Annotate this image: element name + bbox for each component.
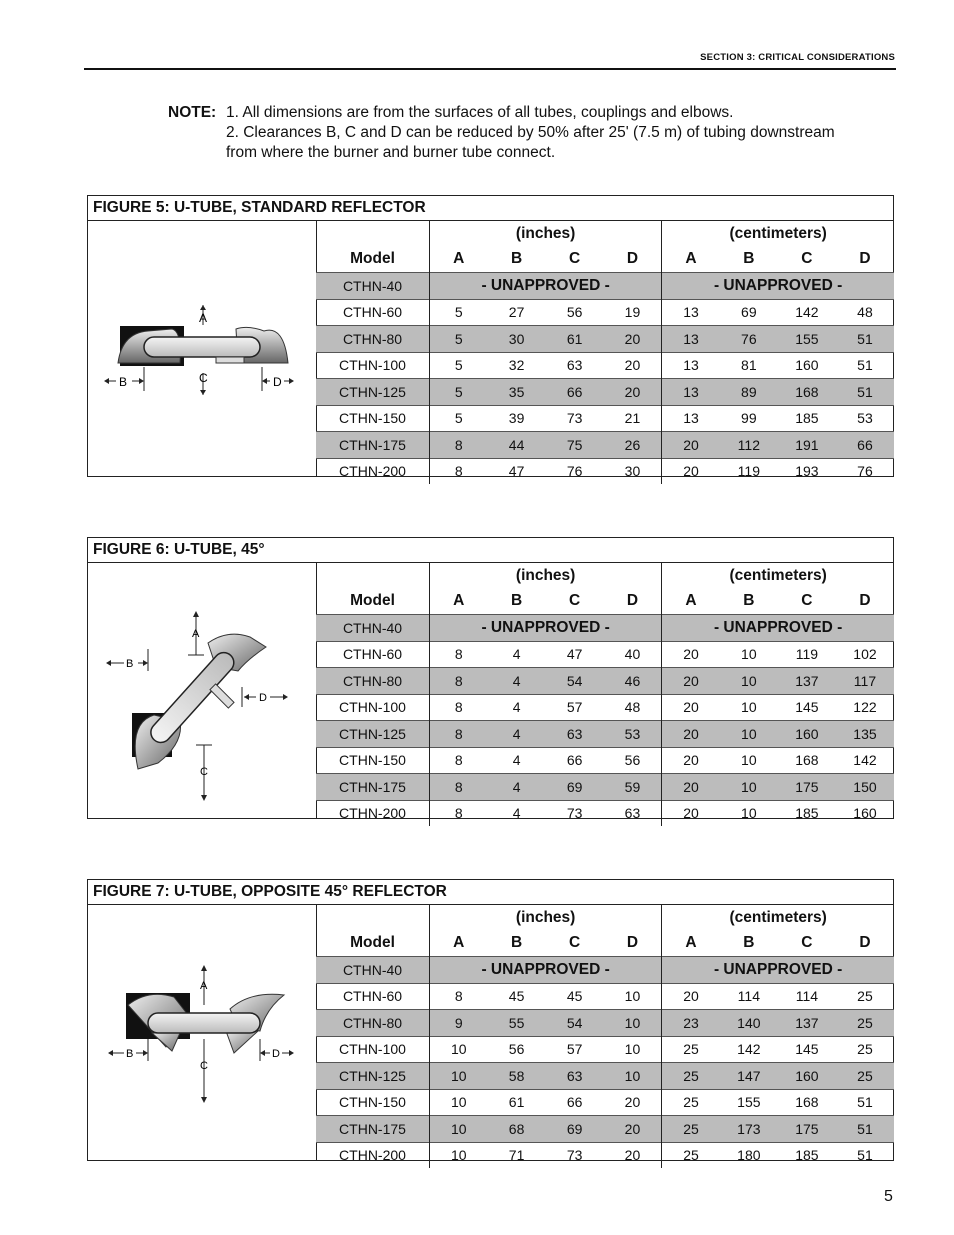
inches-value: 66 [546, 379, 604, 406]
centimeters-value: 142 [720, 1036, 778, 1063]
centimeters-value: 168 [778, 1089, 836, 1116]
note-label: NOTE: [168, 104, 217, 121]
table-row [316, 957, 894, 984]
figure-title: FIGURE 6: U-TUBE, 45° [88, 538, 893, 563]
inches-value: 19 [604, 299, 662, 326]
model-cell: CTHN-150 [316, 747, 430, 774]
centimeters-value: 122 [836, 694, 894, 721]
inches-value: 69 [546, 1116, 604, 1143]
model-cell: CTHN-60 [316, 299, 430, 326]
inches-value: 54 [546, 668, 604, 695]
centimeters-value: 13 [662, 326, 720, 353]
inches-value: 5 [430, 352, 488, 379]
inches-value: 44 [488, 432, 546, 459]
table-row [316, 747, 894, 774]
inches-value: 56 [546, 299, 604, 326]
figure-6 [87, 537, 894, 822]
centimeters-value: 51 [836, 352, 894, 379]
column-letter: B [743, 934, 755, 952]
centimeters-value: 145 [778, 1036, 836, 1063]
label-d: D [273, 375, 282, 389]
unapproved-label: - UNAPPROVED - [662, 957, 894, 984]
inches-value: 10 [604, 1010, 662, 1037]
table-row [316, 273, 894, 300]
centimeters-value: 20 [662, 721, 720, 748]
inches-value: 4 [488, 800, 546, 826]
inches-value: 8 [430, 668, 488, 695]
table-row [316, 615, 894, 642]
unit-group-row [316, 563, 894, 589]
model-header: Model [316, 247, 430, 273]
table-row [316, 1089, 894, 1116]
model-cell: CTHN-40 [316, 615, 430, 642]
column-letter: B [510, 934, 523, 952]
inches-value: 4 [488, 721, 546, 748]
column-letter: D [604, 247, 662, 273]
centimeters-value: 23 [662, 1010, 720, 1037]
inches-value: 57 [546, 694, 604, 721]
centimeters-value: 20 [662, 668, 720, 695]
centimeters-value: 51 [836, 379, 894, 406]
centimeters-value: 168 [778, 747, 836, 774]
column-letter: B [510, 592, 523, 610]
centimeters-value: 10 [720, 668, 778, 695]
inches-value: 69 [546, 774, 604, 801]
model-cell: CTHN-125 [316, 721, 430, 748]
centimeters-value: 25 [662, 1036, 720, 1063]
inches-value: 10 [604, 983, 662, 1010]
label-a: A [200, 980, 208, 992]
column-letter: D [859, 592, 871, 610]
inches-value: 66 [546, 1089, 604, 1116]
column-letter: C [801, 250, 813, 268]
column-letter: A [453, 934, 465, 952]
centimeters-value: 191 [778, 432, 836, 459]
inches-value: 71 [488, 1142, 546, 1168]
column-header-row [316, 589, 894, 615]
centimeters-value: 13 [662, 352, 720, 379]
table-row [316, 1036, 894, 1063]
inches-value: 20 [604, 352, 662, 379]
model-cell: CTHN-125 [316, 379, 430, 406]
label-b: B [119, 375, 128, 389]
column-letter: B [510, 250, 523, 268]
dimension-table [316, 221, 894, 484]
unapproved-label: - UNAPPROVED - [430, 273, 662, 300]
unapproved-label: - UNAPPROVED - [662, 615, 894, 642]
inches-value: 76 [546, 458, 604, 484]
centimeters-value: 13 [662, 405, 720, 432]
u-tube-opposite-45-diagram [88, 905, 317, 1160]
centimeters-value: 13 [662, 299, 720, 326]
model-cell: CTHN-125 [316, 1063, 430, 1090]
inches-header: (inches) [430, 563, 662, 589]
section-header: SECTION 3: CRITICAL CONSIDERATIONS [700, 52, 895, 63]
model-header: Model [316, 589, 430, 615]
inches-value: 10 [430, 1063, 488, 1090]
centimeters-value: 114 [778, 983, 836, 1010]
inches-value: 63 [546, 352, 604, 379]
centimeters-value: 10 [720, 774, 778, 801]
centimeters-value: 99 [720, 405, 778, 432]
label-b: B [126, 658, 134, 670]
unit-group-row [316, 905, 894, 931]
model-cell: CTHN-200 [316, 1142, 430, 1168]
column-letter: A [453, 592, 465, 610]
model-cell: CTHN-200 [316, 800, 430, 826]
centimeters-value: 160 [778, 721, 836, 748]
inches-value: 75 [546, 432, 604, 459]
column-letter: A [685, 250, 697, 268]
inches-value: 63 [546, 1063, 604, 1090]
inches-value: 8 [430, 641, 488, 668]
column-letter: C [801, 592, 813, 610]
centimeters-value: 117 [836, 668, 894, 695]
column-letter: C [569, 250, 581, 268]
inches-value: 5 [430, 405, 488, 432]
note-line-1: 1. All dimensions are from the surfaces of all tubes, couplings and elbows. [226, 104, 734, 121]
inches-value: 5 [430, 299, 488, 326]
figure-7 [87, 879, 894, 1164]
inches-value: 8 [430, 721, 488, 748]
inches-value: 10 [430, 1142, 488, 1168]
inches-value: 66 [546, 747, 604, 774]
model-cell: CTHN-175 [316, 432, 430, 459]
inches-value: 58 [488, 1063, 546, 1090]
inches-value: 73 [546, 800, 604, 826]
centimeters-value: 51 [836, 1116, 894, 1143]
centimeters-value: 13 [662, 379, 720, 406]
centimeters-value: 180 [720, 1142, 778, 1168]
inches-value: 20 [604, 379, 662, 406]
centimeters-value: 20 [662, 774, 720, 801]
table-row [316, 299, 894, 326]
column-letter: B [743, 250, 755, 268]
label-b: B [126, 1048, 134, 1060]
centimeters-header: (centimeters) [729, 908, 827, 926]
table-row [316, 405, 894, 432]
centimeters-value: 25 [836, 1010, 894, 1037]
centimeters-value: 119 [778, 641, 836, 668]
inches-value: 10 [604, 1036, 662, 1063]
model-cell: CTHN-80 [316, 668, 430, 695]
inches-value: 68 [488, 1116, 546, 1143]
centimeters-value: 142 [778, 299, 836, 326]
centimeters-value: 25 [836, 1036, 894, 1063]
model-header: Model [316, 931, 430, 957]
centimeters-value: 160 [778, 1063, 836, 1090]
centimeters-value: 25 [662, 1116, 720, 1143]
inches-value: 20 [604, 1116, 662, 1143]
centimeters-value: 173 [720, 1116, 778, 1143]
inches-value: 63 [546, 721, 604, 748]
dimension-table [316, 905, 894, 1168]
inches-value: 4 [488, 694, 546, 721]
inches-value: 45 [488, 983, 546, 1010]
centimeters-value: 25 [662, 1142, 720, 1168]
column-letter: A [453, 250, 465, 268]
centimeters-value: 185 [778, 1142, 836, 1168]
model-cell: CTHN-150 [316, 405, 430, 432]
centimeters-value: 25 [662, 1063, 720, 1090]
model-cell: CTHN-40 [316, 957, 430, 984]
model-cell: CTHN-175 [316, 774, 430, 801]
centimeters-value: 155 [720, 1089, 778, 1116]
centimeters-value: 25 [836, 983, 894, 1010]
figure-title: FIGURE 7: U-TUBE, OPPOSITE 45° REFLECTOR [88, 880, 893, 905]
centimeters-value: 51 [836, 1142, 894, 1168]
centimeters-value: 155 [778, 326, 836, 353]
inches-value: 4 [488, 641, 546, 668]
centimeters-value: 51 [836, 326, 894, 353]
inches-value: 48 [604, 694, 662, 721]
column-letter: D [604, 589, 662, 615]
unit-group-row [316, 221, 894, 247]
inches-value: 10 [430, 1036, 488, 1063]
model-cell: CTHN-100 [316, 1036, 430, 1063]
centimeters-value: 89 [720, 379, 778, 406]
inches-value: 10 [430, 1089, 488, 1116]
inches-value: 8 [430, 432, 488, 459]
model-cell: CTHN-60 [316, 983, 430, 1010]
inches-value: 40 [604, 641, 662, 668]
centimeters-value: 119 [720, 458, 778, 484]
inches-value: 4 [488, 774, 546, 801]
table-row [316, 432, 894, 459]
inches-value: 59 [604, 774, 662, 801]
header-rule [84, 68, 896, 70]
model-cell: CTHN-100 [316, 694, 430, 721]
centimeters-value: 137 [778, 1010, 836, 1037]
centimeters-value: 193 [778, 458, 836, 484]
column-letter: C [569, 592, 581, 610]
unapproved-label: - UNAPPROVED - [430, 957, 662, 984]
column-letter: D [604, 931, 662, 957]
centimeters-value: 10 [720, 747, 778, 774]
centimeters-value: 145 [778, 694, 836, 721]
table-row [316, 668, 894, 695]
column-letter: D [859, 250, 871, 268]
centimeters-value: 51 [836, 1089, 894, 1116]
column-header-row [316, 247, 894, 273]
table-row [316, 326, 894, 353]
centimeters-value: 10 [720, 800, 778, 826]
table-row [316, 641, 894, 668]
column-letter: A [685, 934, 697, 952]
centimeters-value: 20 [662, 694, 720, 721]
centimeters-value: 137 [778, 668, 836, 695]
centimeters-value: 20 [662, 432, 720, 459]
inches-value: 27 [488, 299, 546, 326]
centimeters-value: 69 [720, 299, 778, 326]
inches-value: 32 [488, 352, 546, 379]
blank-cell [316, 221, 430, 247]
column-letter: C [801, 934, 813, 952]
column-letter: D [859, 934, 871, 952]
inches-value: 30 [488, 326, 546, 353]
label-d: D [272, 1048, 280, 1060]
inches-value: 57 [546, 1036, 604, 1063]
inches-value: 56 [488, 1036, 546, 1063]
centimeters-value: 114 [720, 983, 778, 1010]
inches-value: 10 [604, 1063, 662, 1090]
centimeters-value: 175 [778, 774, 836, 801]
label-d: D [259, 692, 267, 704]
centimeters-header: (centimeters) [729, 566, 827, 584]
inches-value: 20 [604, 1142, 662, 1168]
inches-value: 35 [488, 379, 546, 406]
inches-value: 63 [604, 800, 662, 826]
centimeters-value: 66 [836, 432, 894, 459]
inches-value: 61 [546, 326, 604, 353]
table-row [316, 800, 894, 826]
centimeters-value: 20 [662, 458, 720, 484]
centimeters-value: 160 [778, 352, 836, 379]
inches-value: 4 [488, 668, 546, 695]
centimeters-value: 20 [662, 641, 720, 668]
table-row [316, 774, 894, 801]
inches-header: (inches) [430, 221, 662, 247]
inches-value: 8 [430, 694, 488, 721]
table-row [316, 694, 894, 721]
inches-value: 56 [604, 747, 662, 774]
model-cell: CTHN-80 [316, 1010, 430, 1037]
column-letter: C [569, 934, 581, 952]
centimeters-value: 25 [836, 1063, 894, 1090]
centimeters-value: 142 [836, 747, 894, 774]
model-cell: CTHN-100 [316, 352, 430, 379]
centimeters-value: 20 [662, 747, 720, 774]
inches-value: 45 [546, 983, 604, 1010]
inches-value: 8 [430, 747, 488, 774]
figure-title: FIGURE 5: U-TUBE, STANDARD REFLECTOR [88, 196, 893, 221]
centimeters-value: 112 [720, 432, 778, 459]
inches-value: 10 [430, 1116, 488, 1143]
centimeters-value: 53 [836, 405, 894, 432]
centimeters-value: 160 [836, 800, 894, 826]
label-a: A [199, 311, 208, 325]
inches-value: 8 [430, 774, 488, 801]
inches-value: 21 [604, 405, 662, 432]
centimeters-value: 76 [720, 326, 778, 353]
model-cell: CTHN-40 [316, 273, 430, 300]
inches-value: 46 [604, 668, 662, 695]
centimeters-value: 48 [836, 299, 894, 326]
label-a: A [192, 628, 200, 640]
model-cell: CTHN-60 [316, 641, 430, 668]
centimeters-value: 168 [778, 379, 836, 406]
table-row [316, 1010, 894, 1037]
centimeters-value: 135 [836, 721, 894, 748]
centimeters-value: 10 [720, 721, 778, 748]
inches-value: 61 [488, 1089, 546, 1116]
inches-value: 26 [604, 432, 662, 459]
centimeters-value: 20 [662, 800, 720, 826]
model-cell: CTHN-150 [316, 1089, 430, 1116]
table-row [316, 721, 894, 748]
note-block [168, 103, 908, 163]
table-row [316, 458, 894, 484]
inches-value: 8 [430, 458, 488, 484]
unapproved-label: - UNAPPROVED - [430, 615, 662, 642]
inches-value: 54 [546, 1010, 604, 1037]
table-row [316, 352, 894, 379]
centimeters-header: (centimeters) [729, 224, 827, 242]
column-header-row [316, 931, 894, 957]
inches-value: 20 [604, 1089, 662, 1116]
model-cell: CTHN-200 [316, 458, 430, 484]
inches-value: 39 [488, 405, 546, 432]
model-cell: CTHN-175 [316, 1116, 430, 1143]
inches-value: 73 [546, 1142, 604, 1168]
label-c: C [200, 1060, 208, 1072]
centimeters-value: 10 [720, 641, 778, 668]
centimeters-value: 102 [836, 641, 894, 668]
inches-value: 5 [430, 326, 488, 353]
blank-cell [316, 905, 430, 931]
centimeters-value: 20 [662, 983, 720, 1010]
table-row [316, 1142, 894, 1168]
centimeters-value: 25 [662, 1089, 720, 1116]
figure-5 [87, 195, 894, 480]
model-cell: CTHN-80 [316, 326, 430, 353]
unapproved-label: - UNAPPROVED - [662, 273, 894, 300]
inches-value: 4 [488, 747, 546, 774]
centimeters-value: 76 [836, 458, 894, 484]
centimeters-value: 150 [836, 774, 894, 801]
dimension-table [316, 563, 894, 826]
u-tube-45-diagram [88, 563, 317, 818]
note-line-3: from where the burner and burner tube connect. [226, 144, 556, 161]
centimeters-value: 81 [720, 352, 778, 379]
label-c: C [200, 766, 208, 778]
u-tube-standard-diagram [88, 221, 317, 476]
inches-value: 47 [488, 458, 546, 484]
label-c: C [199, 371, 208, 385]
table-row [316, 1063, 894, 1090]
inches-value: 47 [546, 641, 604, 668]
blank-cell [316, 563, 430, 589]
centimeters-value: 10 [720, 694, 778, 721]
centimeters-value: 185 [778, 405, 836, 432]
inches-value: 20 [604, 326, 662, 353]
page-number: 5 [884, 1188, 893, 1205]
inches-value: 30 [604, 458, 662, 484]
inches-value: 5 [430, 379, 488, 406]
note-line-2: 2. Clearances B, C and D can be reduced by 50% after 25' (7.5 m) of tubing downstream [226, 124, 835, 141]
centimeters-value: 185 [778, 800, 836, 826]
inches-value: 73 [546, 405, 604, 432]
inches-value: 8 [430, 800, 488, 826]
inches-value: 9 [430, 1010, 488, 1037]
centimeters-value: 147 [720, 1063, 778, 1090]
inches-value: 8 [430, 983, 488, 1010]
table-row [316, 983, 894, 1010]
inches-value: 53 [604, 721, 662, 748]
inches-header: (inches) [430, 905, 662, 931]
centimeters-value: 140 [720, 1010, 778, 1037]
table-row [316, 1116, 894, 1143]
table-row [316, 379, 894, 406]
centimeters-value: 175 [778, 1116, 836, 1143]
inches-value: 55 [488, 1010, 546, 1037]
column-letter: B [743, 592, 755, 610]
column-letter: A [685, 592, 697, 610]
